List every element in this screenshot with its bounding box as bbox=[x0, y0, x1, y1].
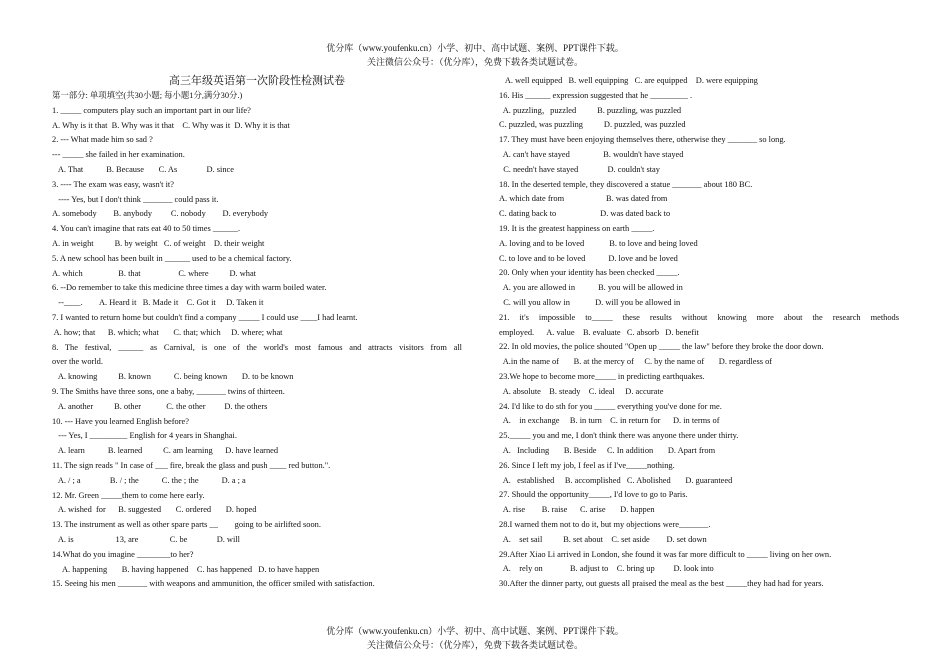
question-5: 5. A new school has been built in ______ used to be a chemical factory. bbox=[52, 253, 292, 263]
section-heading: 第一部分: 单项填空(共30小题; 每小题1分,满分30分.) bbox=[52, 91, 243, 100]
question-21: 21. it's impossible to_____ these results without knowing more about the research methods bbox=[499, 312, 899, 322]
question-8-cont: over the world. bbox=[52, 357, 103, 367]
question-18: 18. In the deserted temple, they discovered a statue _______ about 180 BC. bbox=[499, 179, 753, 189]
question-28: 28.I warned them not to do it, but my objections were_______. bbox=[499, 519, 711, 529]
options-24: A. in exchange B. in turn C. in return for D. in terms of bbox=[499, 416, 720, 426]
options-16-ab: A. puzzling，puzzled B. puzzling, was puzzled bbox=[499, 105, 682, 115]
question-27: 27. Should the opportunity_____, I'd love to go to Paris. bbox=[499, 490, 688, 500]
question-10-reply: --- Yes, I _________ English for 4 years in Shanghai. bbox=[52, 431, 237, 441]
options-10: A. learn B. learned C. am learning D. have learned bbox=[52, 446, 279, 456]
question-17: 17. They must have been enjoying themselves there, otherwise they _______ so long. bbox=[499, 135, 786, 145]
question-16: 16. His ______ expression suggested that he _________ . bbox=[499, 90, 693, 100]
options-13: A. is 13, are C. be D. will bbox=[52, 534, 240, 544]
question-3-reply: ---- Yes, but I don't think _______ could pass it. bbox=[52, 194, 219, 204]
options-9: A. another B. other C. the other D. the others bbox=[52, 401, 268, 411]
question-19: 19. It is the greatest happiness on earth _____. bbox=[499, 223, 655, 233]
question-24: 24. I'd like to do sth for you _____ everything you've done for me. bbox=[499, 401, 722, 411]
options-3: A. somebody B. anybody C. nobody D. everybody bbox=[52, 209, 269, 219]
question-23: 23.We hope to become more_____ in predicting earthquakes. bbox=[499, 371, 705, 381]
options-16-cd: C. puzzled, was puzzling D. puzzled, was puzzled bbox=[499, 120, 686, 130]
options-19-cd: C. to love and to be loved D. love and be loved bbox=[499, 253, 678, 263]
options-8: A. knowing B. known C. being known D. to be known bbox=[52, 372, 294, 382]
options-20-ab: A. you are allowed in B. you will be allowed in bbox=[499, 283, 683, 293]
question-22: 22. In old movies, the police shouted "Open up _____ the law" before they broke the door down. bbox=[499, 342, 824, 352]
question-30: 30.After the dinner party, out guests all praised the meal as the best _____they had had for years. bbox=[499, 579, 824, 589]
options-4: A. in weight B. by weight C. of weight D. their weight bbox=[52, 238, 265, 248]
options-6: --____. A. Heard it B. Made it C. Got it D. Taken it bbox=[52, 298, 264, 308]
options-12: A. wished for B. suggested C. ordered D. hoped bbox=[52, 505, 257, 515]
left-column bbox=[52, 74, 462, 592]
options-17-ab: A. can't have stayed B. wouldn't have stayed bbox=[499, 149, 684, 159]
footer-line-2: 关注微信公众号：（优分库），免费下载各类试题试卷。 bbox=[366, 640, 583, 650]
question-4: 4. You can't imagine that rats eat 40 to 50 times ______. bbox=[52, 224, 241, 234]
options-28: A. set sail B. set about C. set aside D. set down bbox=[499, 534, 707, 544]
question-8: 8. The festival, ______ as Carnival, is one of the world's most famous and attracts visitors from all bbox=[52, 342, 462, 352]
options-29: A. rely on B. adjust to C. bring up D. look into bbox=[499, 564, 714, 574]
options-19-ab: A. loving and to be loved B. to love and being loved bbox=[499, 238, 698, 248]
question-21-cont: employed. A. value B. evaluate C. absorb D. benefit bbox=[499, 327, 699, 337]
footer-line-1: 优分库（www.youfenku.cn）小学、初中、高中试题、案例、PPT课件下载。 bbox=[326, 626, 624, 636]
options-7: A. how; that B. which; what C. that; which D. where; what bbox=[52, 327, 283, 337]
question-26: 26. Since I left my job, I feel as if I've_____nothing. bbox=[499, 460, 675, 470]
options-14: A. happening B. having happened C. has happened D. to have happen bbox=[52, 564, 320, 574]
right-column bbox=[499, 74, 899, 592]
question-13: 13. The instrument as well as other spare parts __ going to be airlifted soon. bbox=[52, 520, 321, 530]
options-27: A. rise B. raise C. arise D. happen bbox=[499, 505, 655, 515]
options-17-cd: C. needn't have stayed D. couldn't stay bbox=[499, 164, 660, 174]
options-11: A. / ; a B. / ; the C. the ; the D. a ; a bbox=[52, 475, 246, 485]
header-line-1: 优分库（www.youfenku.cn）小学、初中、高中试题、案例、PPT课件下载。 bbox=[326, 43, 624, 53]
question-3: 3. ---- The exam was easy, wasn't it? bbox=[52, 179, 174, 189]
options-18-cd: C. dating back to D. was dated back to bbox=[499, 209, 671, 219]
options-20-cd: C. will you allow in D. will you be allowed in bbox=[499, 297, 681, 307]
options-18-ab: A. which date from B. was dated from bbox=[499, 194, 668, 204]
question-15: 15. Seeing his men _______ with weapons and ammunition, the officer smiled with satisfaction. bbox=[52, 579, 375, 589]
options-23: A. absolute B. steady C. ideal D. accurate bbox=[499, 386, 664, 396]
question-25: 25._____ you and me, I don't think there was anyone there under thirty. bbox=[499, 431, 739, 441]
options-15: A. well equipped B. well equipping C. are equipped D. were equipping bbox=[499, 76, 758, 85]
question-11: 11. The sign reads " In case of ___ fire, break the glass and push ____ red button.". bbox=[52, 460, 331, 470]
question-6: 6. --Do remember to take this medicine three times a day with warm boiled water. bbox=[52, 283, 327, 293]
header-line-2: 关注微信公众号：（优分库），免费下载各类试题试卷。 bbox=[366, 57, 583, 67]
options-5: A. which B. that C. where D. what bbox=[52, 268, 257, 278]
exam-title: 高三年级英语第一次阶段性检测试卷 bbox=[169, 75, 345, 87]
question-9: 9. The Smiths have three sons, one a baby, _______ twins of thirteen. bbox=[52, 386, 285, 396]
question-7: 7. I wanted to return home but couldn't find a company _____ I could use ____I had learnt. bbox=[52, 312, 358, 322]
options-22: A.in the name of B. at the mercy of C. by the name of D. regardless of bbox=[499, 357, 773, 367]
question-10: 10. --- Have you learned English before? bbox=[52, 416, 189, 426]
options-1: A. Why is it that B. Why was it that C. Why was it D. Why it is that bbox=[52, 120, 290, 130]
question-2: 2. --- What made him so sad ? bbox=[52, 135, 153, 145]
options-26: A. established B. accomplished C. Abolished D. guaranteed bbox=[499, 475, 733, 485]
question-12: 12. Mr. Green _____them to come here early. bbox=[52, 490, 205, 500]
options-25: A. Including B. Beside C. In addition D. Apart from bbox=[499, 445, 716, 455]
question-14: 14.What do you imagine ________to her? bbox=[52, 549, 194, 559]
question-2-reply: --- _____ she failed in her examination. bbox=[52, 150, 185, 160]
question-29: 29.After Xiao Li arrived in London, she found it was far more difficult to _____ living on her own. bbox=[499, 549, 832, 559]
options-2: A. That B. Because C. As D. since bbox=[52, 164, 234, 174]
question-20: 20. Only when your identity has been checked _____. bbox=[499, 268, 680, 278]
question-1: 1. _____ computers play such an important part in our life? bbox=[52, 105, 251, 115]
